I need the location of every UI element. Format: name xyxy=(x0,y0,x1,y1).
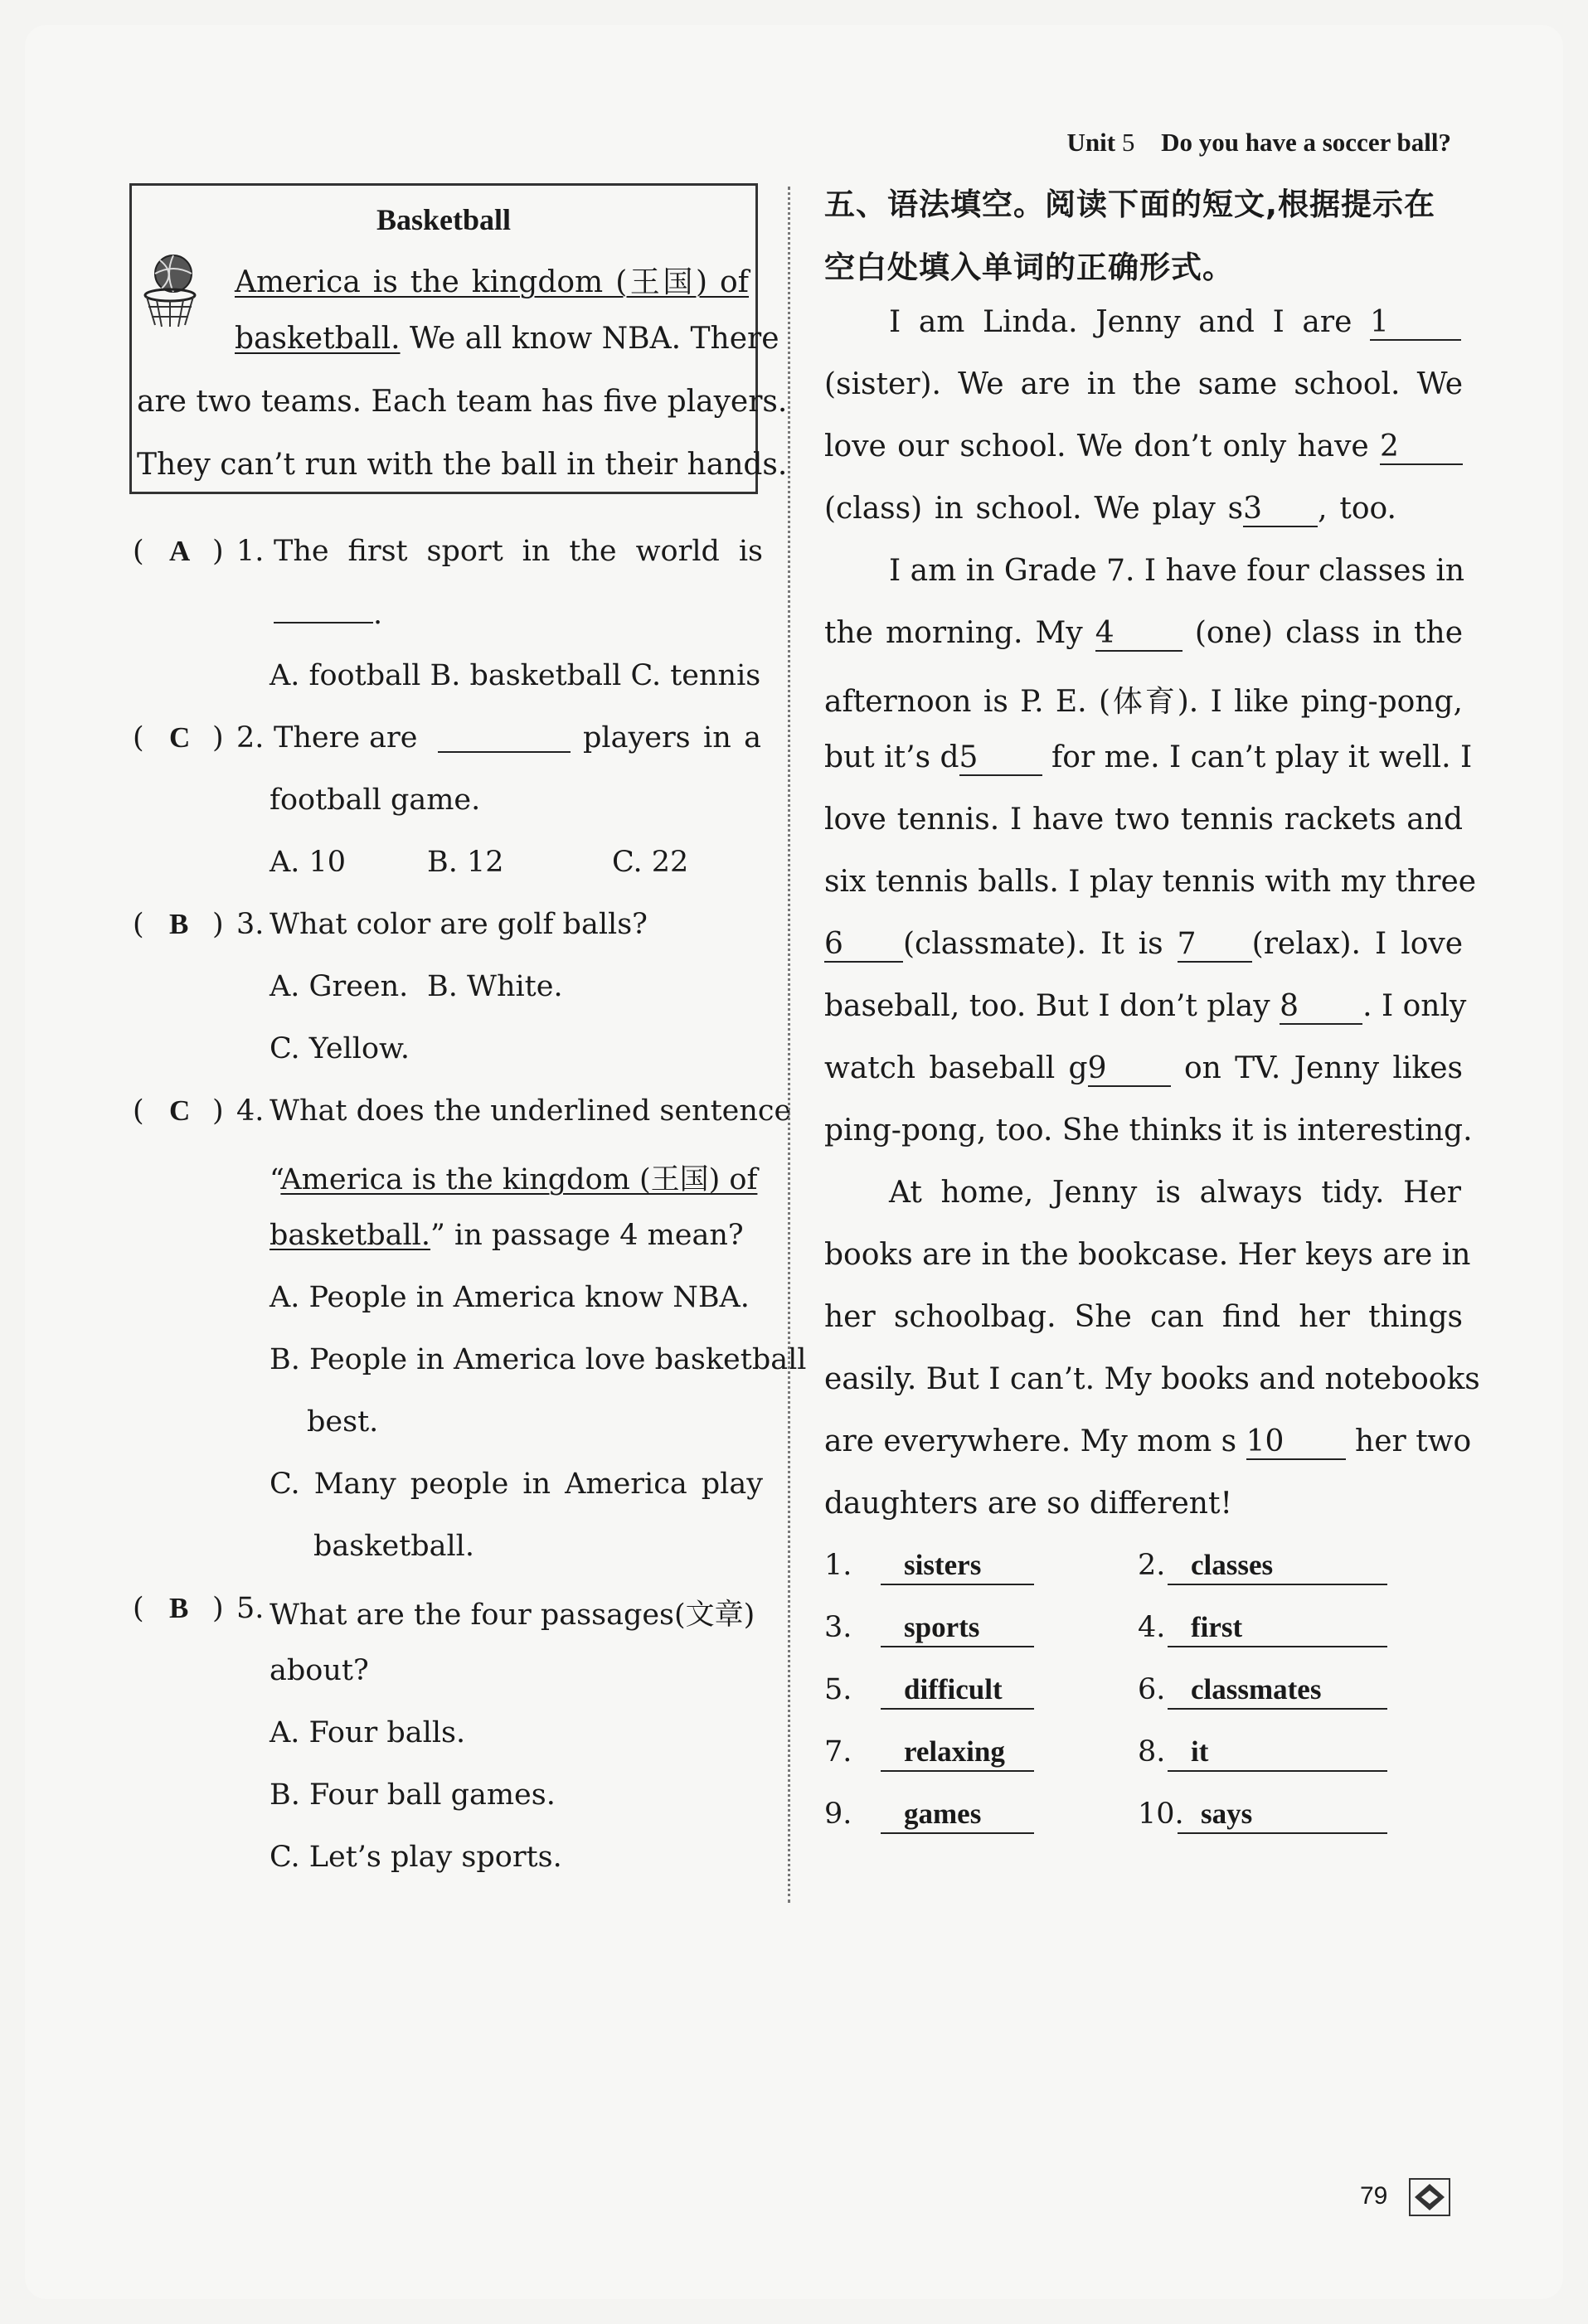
question-text: ” in passage 4 mean? xyxy=(430,1219,744,1252)
passage-title: Basketball xyxy=(376,203,512,236)
cloze-line: (sister). We are in the same school. We xyxy=(824,367,1463,401)
cloze-line: six tennis balls. I play tennis with my three xyxy=(824,865,1477,899)
option-c-cont: basketball. xyxy=(313,1530,475,1563)
gap-10: 10 xyxy=(1246,1424,1346,1460)
answer-number: 3. xyxy=(824,1611,852,1644)
option-c: C. Yellow. xyxy=(270,1032,410,1065)
column-divider xyxy=(788,187,790,1903)
answer-word: sports xyxy=(881,1611,1034,1647)
paren-close: ) xyxy=(212,721,224,754)
cloze-line: but it’s d5 for me. I can’t play it well. I xyxy=(824,740,1473,774)
cloze-line: 6 (classmate). It is 7 (relax). I love xyxy=(824,927,1464,961)
unit-label: Unit xyxy=(1066,128,1116,157)
cloze-line: ping-pong, too. She thinks it is interesting. xyxy=(824,1113,1473,1147)
paren-close: ) xyxy=(212,908,224,941)
unit-title: Do you have a soccer ball? xyxy=(1161,128,1451,157)
option-list: A. football B. basketball C. tennis xyxy=(270,659,761,692)
option-c: C. Many people in America play xyxy=(270,1468,763,1501)
cloze-line: are everywhere. My mom s 10 her two xyxy=(824,1424,1472,1458)
cloze-line: love tennis. I have two tennis rackets and xyxy=(824,803,1463,837)
option-c: C. 22 xyxy=(612,846,689,879)
diamond-logo-icon xyxy=(1408,2177,1451,2217)
option-b-cont: best. xyxy=(307,1405,379,1439)
cloze-line: love our school. We don’t only have 2 xyxy=(824,429,1463,465)
answer-number: 10. xyxy=(1138,1798,1184,1831)
option-b: B. White. xyxy=(427,970,563,1003)
gap-2: 2 xyxy=(1380,429,1463,465)
cloze-line: easily. But I can’t. My books and notebooks xyxy=(824,1362,1480,1396)
option-a: A. People in America know NBA. xyxy=(270,1281,750,1314)
option-a: A. 10 xyxy=(270,846,347,879)
page-number: 79 xyxy=(1360,2182,1388,2210)
passage-text: We all know NBA. There xyxy=(400,322,779,356)
answer-word: it xyxy=(1168,1735,1387,1772)
gap-3: 3 xyxy=(1243,492,1318,527)
question-text: about? xyxy=(270,1654,369,1687)
question-number: 5. xyxy=(236,1592,265,1625)
answer-word: relaxing xyxy=(881,1735,1034,1772)
answer-mark: A xyxy=(169,535,191,567)
paren-open: ( xyxy=(133,535,144,568)
answer-number: 7. xyxy=(824,1735,852,1768)
quoted-sentence: basketball. xyxy=(270,1219,431,1252)
basketball-icon xyxy=(140,252,200,328)
question-text: football game. xyxy=(270,784,481,817)
cloze-line: books are in the bookcase. Her keys are in xyxy=(824,1238,1471,1272)
paren-close: ) xyxy=(212,1592,224,1625)
underlined-sentence-part1: America is the kingdom (王国) of xyxy=(235,265,749,299)
passage-text: are two teams. Each team has five players. xyxy=(137,385,788,419)
answer-mark: C xyxy=(169,1094,191,1127)
gap-1: 1 xyxy=(1370,305,1461,341)
gap-8: 8 xyxy=(1280,989,1362,1025)
unit-number: 5 xyxy=(1121,128,1135,157)
quoted-sentence: America is the kingdom (王国) of xyxy=(280,1163,758,1196)
underlined-sentence-part2: basketball. xyxy=(235,322,401,356)
cloze-line: At home, Jenny is always tidy. Her xyxy=(889,1176,1461,1210)
question-number: 4. xyxy=(236,1094,265,1128)
section-title: 五、语法填空。阅读下面的短文,根据提示在 xyxy=(824,187,1436,222)
paren-open: ( xyxy=(133,721,144,754)
section-title: 空白处填入单词的正确形式。 xyxy=(824,250,1234,285)
answer-word: first xyxy=(1168,1611,1387,1647)
cloze-line: afternoon is P. E. (体育). I like ping-pong, xyxy=(824,685,1463,719)
answer-word: classmates xyxy=(1168,1673,1387,1710)
running-header xyxy=(1067,128,1451,158)
answer-mark: B xyxy=(169,1592,189,1624)
paren-close: ) xyxy=(212,535,224,568)
paren-open: ( xyxy=(133,1592,144,1625)
question-text: What does the underlined sentence xyxy=(270,1094,792,1128)
gap-9: 9 xyxy=(1088,1051,1171,1087)
answer-number: 6. xyxy=(1138,1673,1166,1706)
gap-7: 7 xyxy=(1178,927,1252,963)
option-a: A. Green. xyxy=(270,970,409,1003)
question-number: 2. xyxy=(236,721,265,754)
answer-number: 4. xyxy=(1138,1611,1166,1644)
cloze-line: her schoolbag. She can find her things xyxy=(824,1300,1463,1334)
question-text: There are xyxy=(274,721,418,754)
answer-number: 9. xyxy=(824,1798,852,1831)
question-text: The first sport in the world is xyxy=(274,535,763,568)
paren-open: ( xyxy=(133,1094,144,1128)
answer-word: says xyxy=(1178,1798,1387,1834)
answer-word: classes xyxy=(1168,1549,1387,1585)
option-a: A. Four balls. xyxy=(270,1716,466,1749)
question-number: 1. xyxy=(236,535,265,568)
quote-mark: “ xyxy=(270,1163,281,1196)
answer-number: 5. xyxy=(824,1673,852,1706)
cloze-line: (class) in school. We play s3 , too. xyxy=(824,492,1396,526)
answer-word: difficult xyxy=(881,1673,1034,1710)
answer-blank xyxy=(438,726,571,753)
question-text: players in a xyxy=(583,721,761,754)
answer-mark: C xyxy=(169,721,191,754)
answer-number: 1. xyxy=(824,1549,852,1582)
question-text: . xyxy=(373,598,383,631)
cloze-line: I am in Grade 7. I have four classes in xyxy=(889,554,1465,588)
gap-4: 4 xyxy=(1095,616,1183,652)
answer-word: sisters xyxy=(881,1549,1034,1585)
cloze-line: I am Linda. Jenny and I are 1 xyxy=(889,305,1461,341)
option-b: B. 12 xyxy=(427,846,504,879)
question-number: 3. xyxy=(236,908,265,941)
cloze-line: watch baseball g9 on TV. Jenny likes xyxy=(824,1051,1463,1085)
question-text: What color are golf balls? xyxy=(270,908,648,941)
cloze-line: the morning. My 4 (one) class in the xyxy=(824,616,1463,650)
cloze-line: baseball, too. But I don’t play 8 . I only xyxy=(824,989,1467,1023)
paren-open: ( xyxy=(133,908,144,941)
option-b: B. Four ball games. xyxy=(270,1778,556,1812)
answer-number: 2. xyxy=(1138,1549,1166,1582)
paren-close: ) xyxy=(212,1094,224,1128)
answer-word: games xyxy=(881,1798,1034,1834)
gap-6: 6 xyxy=(824,927,903,963)
gap-5: 5 xyxy=(959,740,1042,776)
option-c: C. Let’s play sports. xyxy=(270,1841,562,1874)
question-text: What are the four passages(文章) xyxy=(270,1599,755,1632)
passage-box xyxy=(129,183,788,494)
cloze-line: daughters are so different! xyxy=(824,1487,1232,1521)
option-b: B. People in America love basketball xyxy=(270,1343,807,1376)
answer-mark: B xyxy=(169,908,189,940)
answer-number: 8. xyxy=(1138,1735,1166,1768)
answer-blank xyxy=(274,597,373,623)
passage-text: They can’t run with the ball in their hands. xyxy=(137,448,788,482)
